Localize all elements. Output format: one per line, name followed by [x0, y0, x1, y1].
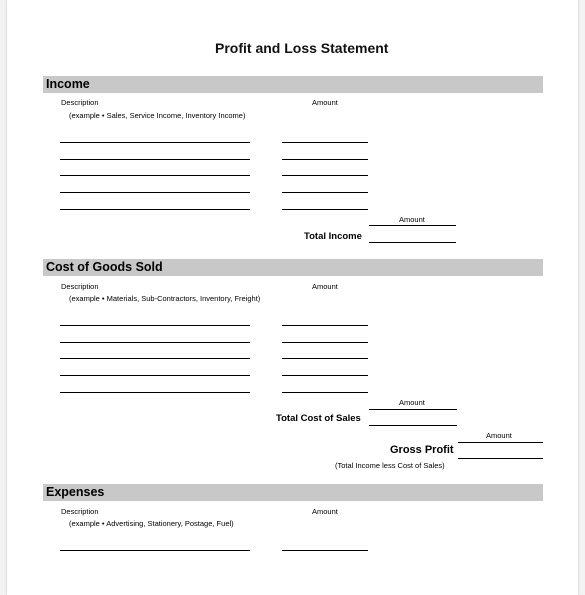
cogs-amount-column-label: Amount [312, 282, 338, 291]
cogs-amount-line-4[interactable] [282, 375, 368, 376]
total-cogs-amount-top-line [369, 409, 457, 410]
amount-column-label: Amount [312, 98, 338, 107]
income-description-line-1[interactable] [60, 142, 250, 143]
income-amount-line-1[interactable] [282, 142, 368, 143]
total-income-amount-top-line [369, 225, 456, 226]
total-income-amount-label: Amount [399, 215, 425, 224]
section-header-expenses [43, 484, 543, 501]
section-title-cogs: Cost of Goods Sold [46, 260, 163, 274]
gross-profit-label: Gross Profit [390, 444, 454, 456]
expenses-description-column-label: Description [61, 507, 99, 516]
cogs-amount-line-5[interactable] [282, 392, 368, 393]
cogs-description-line-2[interactable] [60, 342, 250, 343]
expenses-example-text: (example • Advertising, Stationery, Postage, Fuel) [69, 519, 234, 528]
income-amount-line-4[interactable] [282, 192, 368, 193]
total-cogs-amount-line[interactable] [369, 425, 457, 426]
income-example-text: (example • Sales, Service Income, Inventory Income) [69, 111, 246, 120]
income-amount-line-3[interactable] [282, 175, 368, 176]
expenses-amount-column-label: Amount [312, 507, 338, 516]
income-amount-line-5[interactable] [282, 209, 368, 210]
income-description-line-2[interactable] [60, 159, 250, 160]
section-title-expenses: Expenses [46, 485, 105, 499]
gross-profit-amount-line[interactable] [458, 458, 543, 459]
cogs-example-text: (example • Materials, Sub-Contractors, Inventory, Freight) [69, 294, 261, 303]
income-description-line-3[interactable] [60, 175, 250, 176]
document-page [7, 0, 578, 595]
gross-profit-amount-label: Amount [486, 431, 512, 440]
total-cost-of-sales-label: Total Cost of Sales [276, 413, 361, 424]
cogs-description-line-1[interactable] [60, 325, 250, 326]
income-amount-line-2[interactable] [282, 159, 368, 160]
cogs-description-line-3[interactable] [60, 358, 250, 359]
income-description-line-4[interactable] [60, 192, 250, 193]
gross-profit-amount-top-line [458, 442, 543, 443]
income-description-line-5[interactable] [60, 209, 250, 210]
section-header-income [43, 76, 543, 93]
cogs-amount-line-1[interactable] [282, 325, 368, 326]
gross-profit-note: (Total Income less Cost of Sales) [335, 461, 445, 470]
expenses-description-line-1[interactable] [60, 550, 250, 551]
total-income-amount-line[interactable] [369, 242, 456, 243]
section-title-income: Income [46, 77, 90, 91]
expenses-amount-line-1[interactable] [282, 550, 368, 551]
cogs-description-line-4[interactable] [60, 375, 250, 376]
cogs-amount-line-2[interactable] [282, 342, 368, 343]
page-title: Profit and Loss Statement [215, 40, 389, 56]
total-cogs-amount-label: Amount [399, 398, 425, 407]
total-income-label: Total Income [304, 231, 362, 242]
cogs-description-column-label: Description [61, 282, 99, 291]
section-header-cogs [43, 259, 543, 276]
cogs-amount-line-3[interactable] [282, 358, 368, 359]
cogs-description-line-5[interactable] [60, 392, 250, 393]
description-column-label: Description [61, 98, 99, 107]
